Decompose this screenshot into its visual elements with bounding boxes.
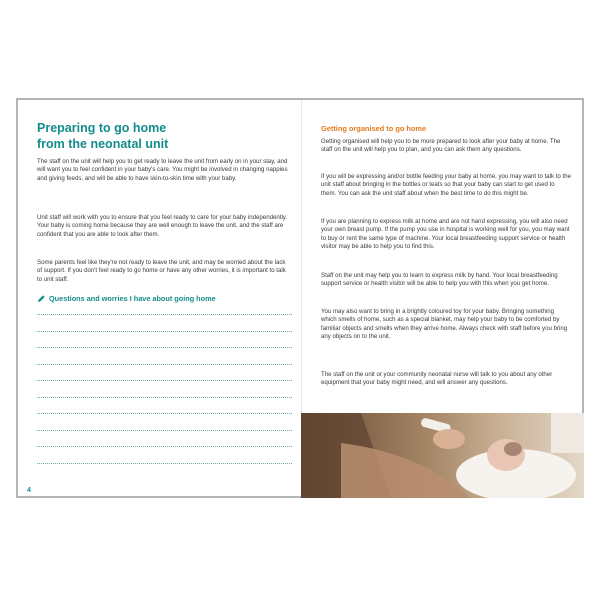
page-number: 4 [27, 487, 31, 494]
left-paragraph-3: Some parents feel like they're not ready to leave the unit, and may be worried about the lack of support. If you don't feel ready to go home or have any other worries, it is important to talk to unit staff. [37, 259, 286, 283]
questions-subheading-text: Questions and worries I have about going home [49, 294, 216, 303]
writing-line[interactable] [37, 347, 292, 348]
right-paragraph-6: The staff on the unit or your community neonatal nurse will talk to you about any other equipment that your baby might need, and will answer any questions. [321, 371, 553, 387]
left-paragraph-2: Unit staff will work with you to ensure that you feel ready to care for your baby independently. Your baby is coming home because they are well enough to leave the unit, and the staff are confident that you are able to look after them. [37, 214, 288, 238]
writing-line[interactable] [37, 331, 292, 332]
title-line-1: Preparing to go home [37, 121, 167, 135]
left-paragraph-1: The staff on the unit will help you to get ready to leave the unit from early on in your stay, and will want you to feel confident in your baby's care. You might be involved in changing nappies and giving feeds, and will be able to have skin-to-skin time with your baby. [37, 158, 288, 182]
right-paragraph-5: You may also want to bring in a brightly coloured toy for your baby. Bringing something which smells of home, such as a special blanket, may help your baby to be comforted by familiar objects and smells when they arrive home. Always check with staff before you bring any objects on to the unit. [321, 308, 568, 341]
right-paragraph-2: If you will be expressing and/or bottle feeding your baby at home, you may want to talk to the unit staff about bringing in the bottles or teats so that your baby can start to get used to them. You can ask the unit staff about when the best time to do this might be. [321, 173, 571, 197]
title-line-2: from the neonatal unit [37, 137, 169, 151]
page-title [37, 120, 287, 152]
left-page [18, 100, 301, 496]
writing-line[interactable] [37, 446, 292, 447]
right-paragraph-1: Getting organised will help you to be more prepared to look after your baby at home. The staff on the unit will help you to plan, and you can ask them any questions. [321, 138, 561, 154]
writing-line[interactable] [37, 364, 292, 365]
photo-illustration [301, 413, 584, 498]
writing-lines [37, 314, 292, 479]
booklet-spread [16, 98, 584, 498]
writing-line[interactable] [37, 413, 292, 414]
writing-line[interactable] [37, 397, 292, 398]
writing-line[interactable] [37, 314, 292, 315]
writing-line[interactable] [37, 430, 292, 431]
pencil-icon [37, 295, 45, 303]
parent-baby-photo [301, 413, 584, 498]
right-heading: Getting organised to go home [321, 124, 427, 133]
right-paragraph-3: If you are planning to express milk at home and are not hand expressing, you will also need your own breast pump. If the pump you use in hospital is working well for you, you may want to buy or rent the same type of machine. Your local breastfeeding support service or health visitor may be able to help you to find this. [321, 218, 570, 251]
right-paragraph-4: Staff on the unit may help you to learn to express milk by hand. Your local breastfeeding support service or health visitor will be able to help you with this when you get home. [321, 272, 558, 288]
writing-line[interactable] [37, 463, 292, 464]
writing-line[interactable] [37, 380, 292, 381]
questions-subheading [37, 294, 292, 304]
